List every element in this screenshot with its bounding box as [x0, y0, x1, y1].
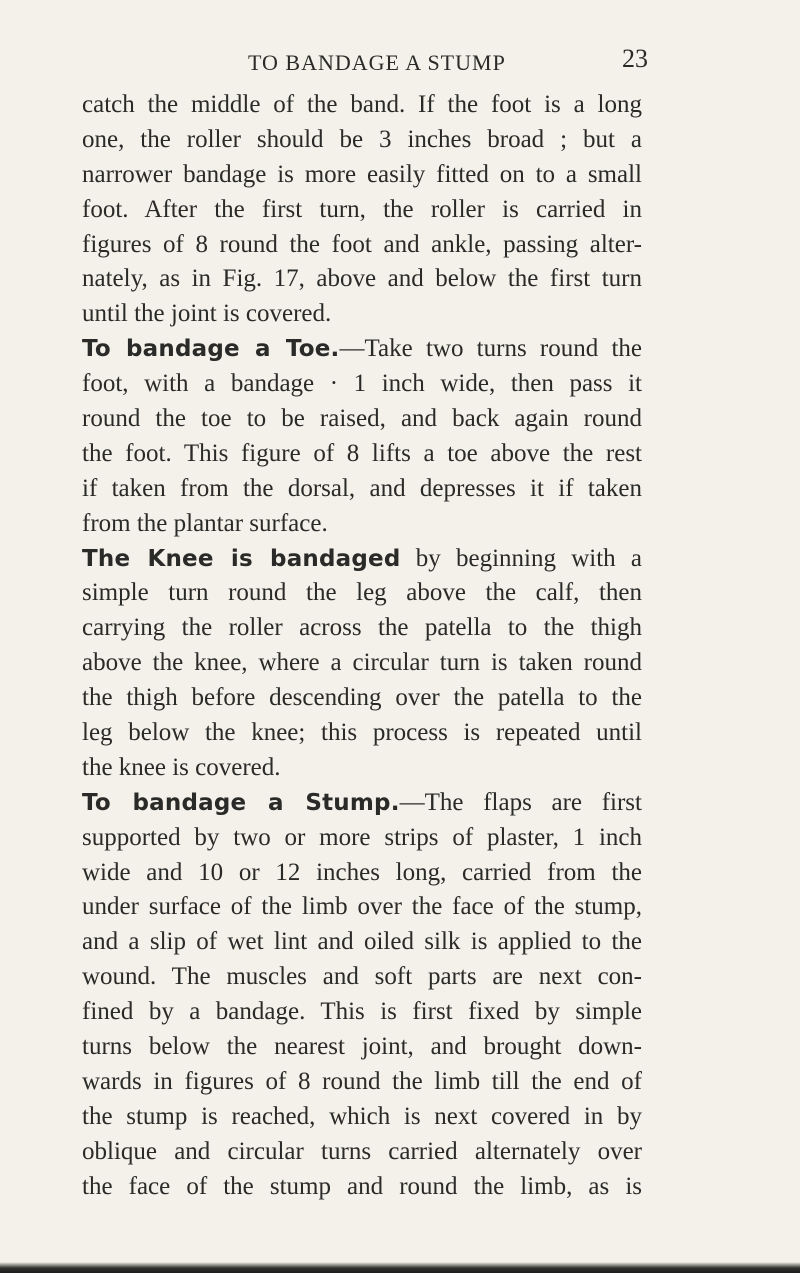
text-line: [82, 367, 642, 402]
text-line: [82, 88, 642, 123]
line-text: nately, as in Fig. 17, above and below the first turn: [82, 265, 642, 293]
paragraph-heading: The Knee is bandaged: [82, 545, 401, 572]
line-text: under surface of the limb over the face of the stump,: [82, 893, 642, 921]
text-line: [82, 158, 642, 193]
text-line: [82, 821, 642, 856]
line-text: until the joint is covered.: [82, 300, 332, 328]
line-text: round the toe to be raised, and back again round: [82, 405, 642, 433]
line-text: turns below the nearest joint, and brought down-: [82, 1033, 642, 1061]
text-line: [82, 716, 642, 751]
text-line: [82, 507, 642, 542]
line-text: foot. After the first turn, the roller is carried in: [82, 195, 642, 223]
line-text: leg below the knee; this process is repeated until: [82, 719, 642, 747]
line-text: —Take two turns round the: [339, 335, 642, 363]
line-text: wide and 10 or 12 inches long, carried from the: [82, 858, 642, 886]
text-line: [82, 123, 642, 158]
line-text: one, the roller should be 3 inches broad ; but a: [82, 125, 642, 153]
line-text: catch the middle of the band. If the foot is a long: [82, 91, 642, 118]
text-line: [82, 681, 642, 716]
page-number: 23: [622, 44, 648, 73]
page-edge-shadow: [0, 1262, 800, 1273]
paragraph-heading: To bandage a Toe.: [82, 336, 340, 363]
line-text: simple turn round the leg above the calf, then: [82, 579, 642, 607]
text-line: [82, 1135, 642, 1170]
text-line: [82, 751, 642, 786]
body-text: [82, 88, 642, 1205]
running-title: TO BANDAGE A STUMP: [248, 50, 506, 75]
line-text: wound. The muscles and soft parts are next con-: [82, 963, 642, 991]
text-line: [82, 472, 642, 507]
text-line: [82, 925, 642, 960]
line-text: supported by two or more strips of plaster, 1 inch: [82, 823, 642, 851]
text-line: [82, 856, 642, 891]
line-text: by beginning with a: [400, 544, 642, 572]
text-line: [82, 437, 642, 472]
text-line: [82, 262, 642, 297]
line-text: fined by a bandage. This is first fixed by simple: [82, 998, 642, 1026]
text-line: [82, 1065, 642, 1100]
text-line: [82, 402, 642, 437]
text-line: [82, 1100, 642, 1135]
line-text: wards in figures of 8 round the limb till the end of: [82, 1067, 642, 1095]
line-text: figures of 8 round the foot and ankle, passing alter-: [82, 230, 642, 258]
line-text: foot, with a bandage · 1 inch wide, then pass it: [82, 370, 642, 398]
line-text: the thigh before descending over the patella to the: [82, 684, 642, 712]
line-text: the stump is reached, which is next covered in by: [82, 1102, 642, 1130]
line-text: from the plantar surface.: [82, 509, 328, 537]
line-text: the foot. This figure of 8 lifts a toe above the rest: [82, 439, 642, 467]
text-line: [82, 542, 642, 577]
text-line: [82, 228, 642, 263]
text-line: [82, 611, 642, 646]
text-line: [82, 576, 642, 611]
text-line: [82, 1170, 642, 1205]
text-line: [82, 332, 642, 367]
running-head: [0, 44, 800, 84]
text-line: [82, 786, 642, 821]
line-text: and a slip of wet lint and oiled silk is applied to the: [82, 928, 642, 956]
line-text: the knee is covered.: [82, 753, 281, 781]
text-line: [82, 646, 642, 681]
text-line: [82, 193, 642, 228]
line-text: oblique and circular turns carried alternately over: [82, 1137, 642, 1165]
line-text: carrying the roller across the patella to the thigh: [82, 614, 642, 642]
text-line: [82, 1030, 642, 1065]
text-line: [82, 995, 642, 1030]
text-line: [82, 297, 642, 332]
line-text: narrower bandage is more easily fitted on to a small: [82, 160, 642, 188]
paragraph-heading: To bandage a Stump.: [82, 789, 400, 816]
line-text: above the knee, where a circular turn is taken round: [82, 649, 642, 677]
line-text: if taken from the dorsal, and depresses it if taken: [82, 474, 642, 502]
text-line: [82, 960, 642, 995]
line-text: the face of the stump and round the limb, as is: [82, 1172, 642, 1200]
line-text: —The flaps are first: [399, 788, 642, 816]
text-line: [82, 890, 642, 925]
